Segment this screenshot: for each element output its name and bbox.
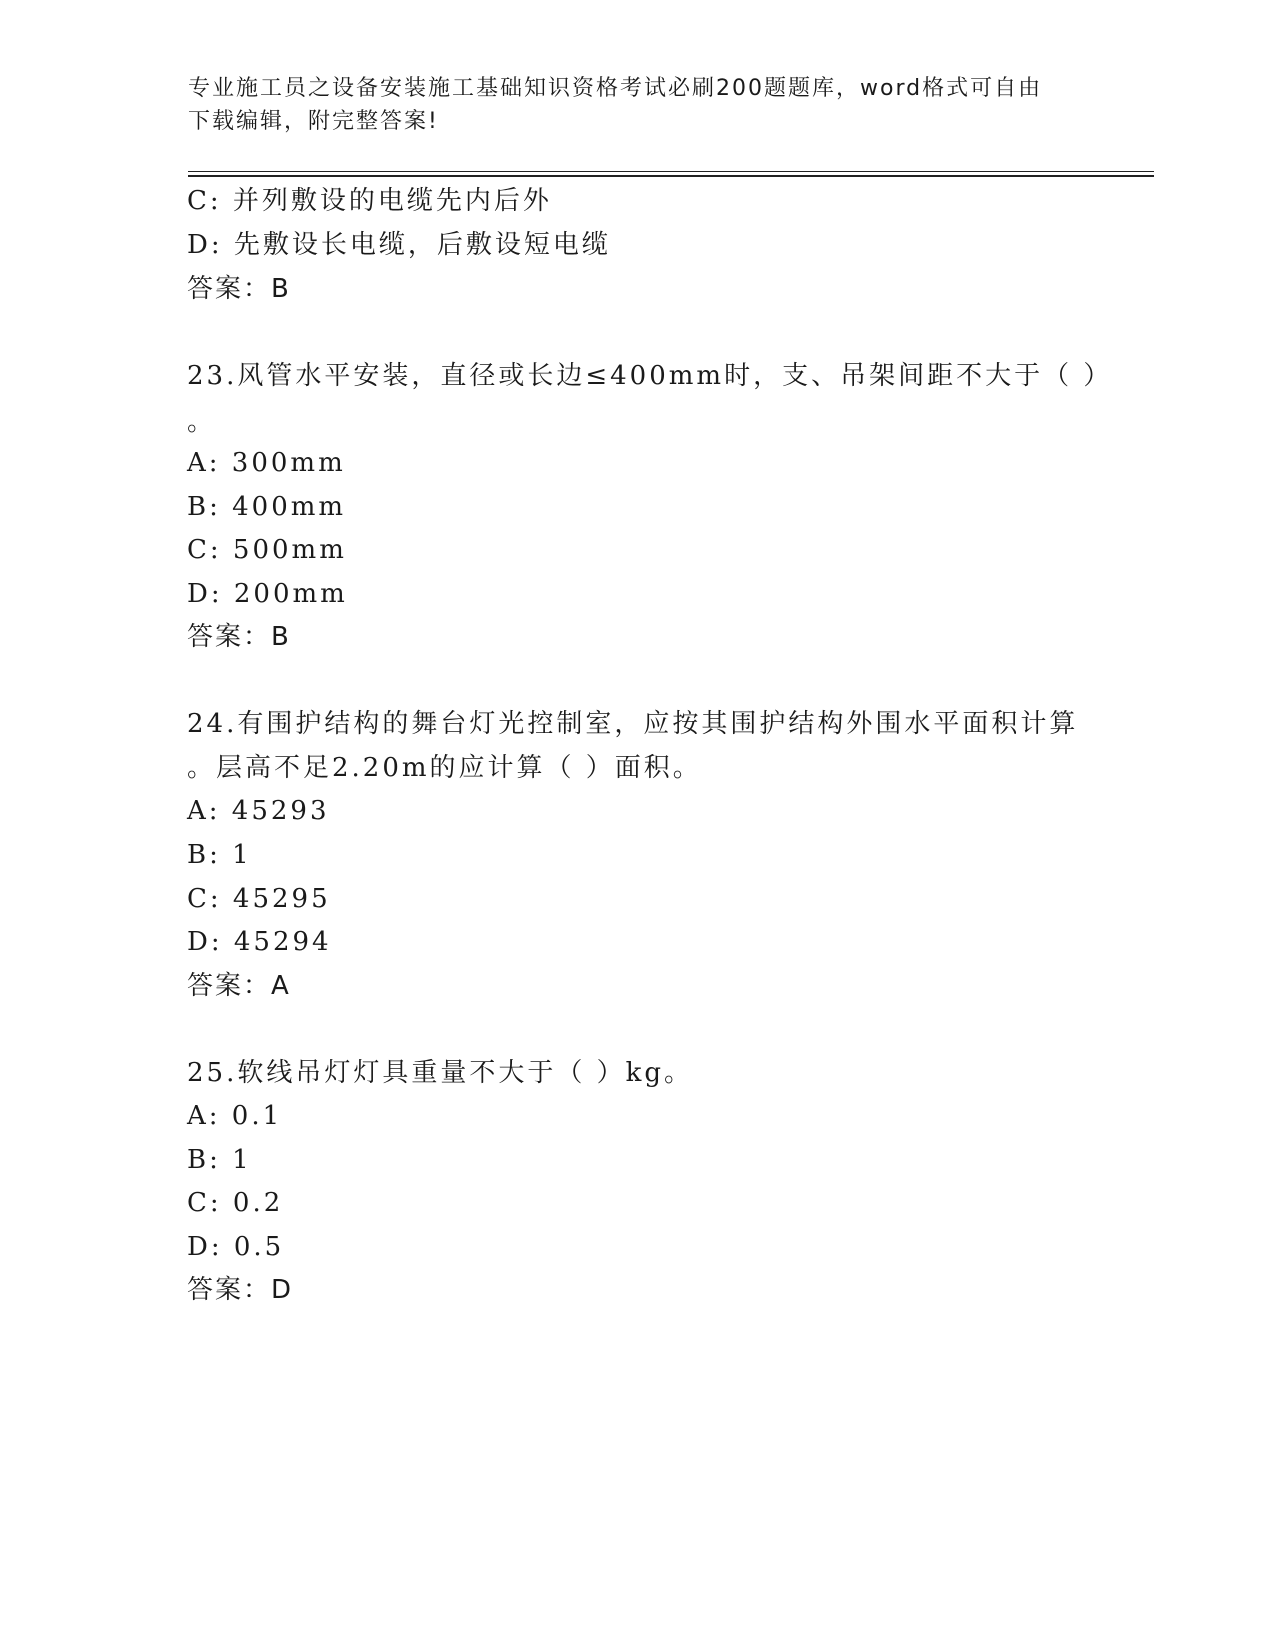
prev-option-d: D: 先敷设长电缆，后敷设短电缆: [187, 230, 611, 260]
q24-option-c: C: 45295: [187, 884, 331, 914]
header-title-line-2: 下载编辑，附完整答案!: [188, 109, 439, 134]
q23-option-c: C: 500mm: [187, 535, 347, 565]
q23-option-b: B: 400mm: [187, 492, 347, 522]
q24-option-a: A: 45293: [187, 796, 330, 826]
header-title-line-1: 专业施工员之设备安装施工基础知识资格考试必刷200题题库，word格式可自由: [188, 76, 1043, 101]
prev-answer: 答案：B: [187, 274, 291, 304]
q25-option-a: A: 0.1: [187, 1101, 283, 1131]
prev-option-c: C: 并列敷设的电缆先内后外: [187, 186, 552, 216]
q25-option-d: D: 0.5: [187, 1232, 285, 1262]
q23-stem-line-1: 23.风管水平安装，直径或长边≤400mm时，支、吊架间距不大于（ ）: [187, 361, 1113, 391]
q23-stem-line-2: 。: [187, 407, 217, 437]
q24-stem-line-2: 。层高不足2.20m的应计算（ ）面积。: [187, 753, 702, 783]
document-header: [188, 72, 1068, 138]
q24-option-d: D: 45294: [187, 927, 332, 957]
q24-answer: 答案：A: [187, 971, 291, 1001]
q24-option-b: B: 1: [187, 840, 252, 870]
q25-answer: 答案：D: [187, 1275, 294, 1305]
q23-option-d: D: 200mm: [187, 579, 348, 609]
q23-option-a: A: 300mm: [187, 448, 346, 478]
q25-option-b: B: 1: [187, 1145, 252, 1175]
header-divider-bottom: [188, 175, 1154, 177]
q23-answer: 答案：B: [187, 622, 291, 652]
q24-stem-line-1: 24.有围护结构的舞台灯光控制室，应按其围护结构外围水平面积计算: [187, 709, 1079, 739]
q25-stem: 25.软线吊灯灯具重量不大于（ ）kg。: [187, 1058, 694, 1088]
q25-option-c: C: 0.2: [187, 1188, 284, 1218]
header-divider-top: [188, 171, 1154, 172]
